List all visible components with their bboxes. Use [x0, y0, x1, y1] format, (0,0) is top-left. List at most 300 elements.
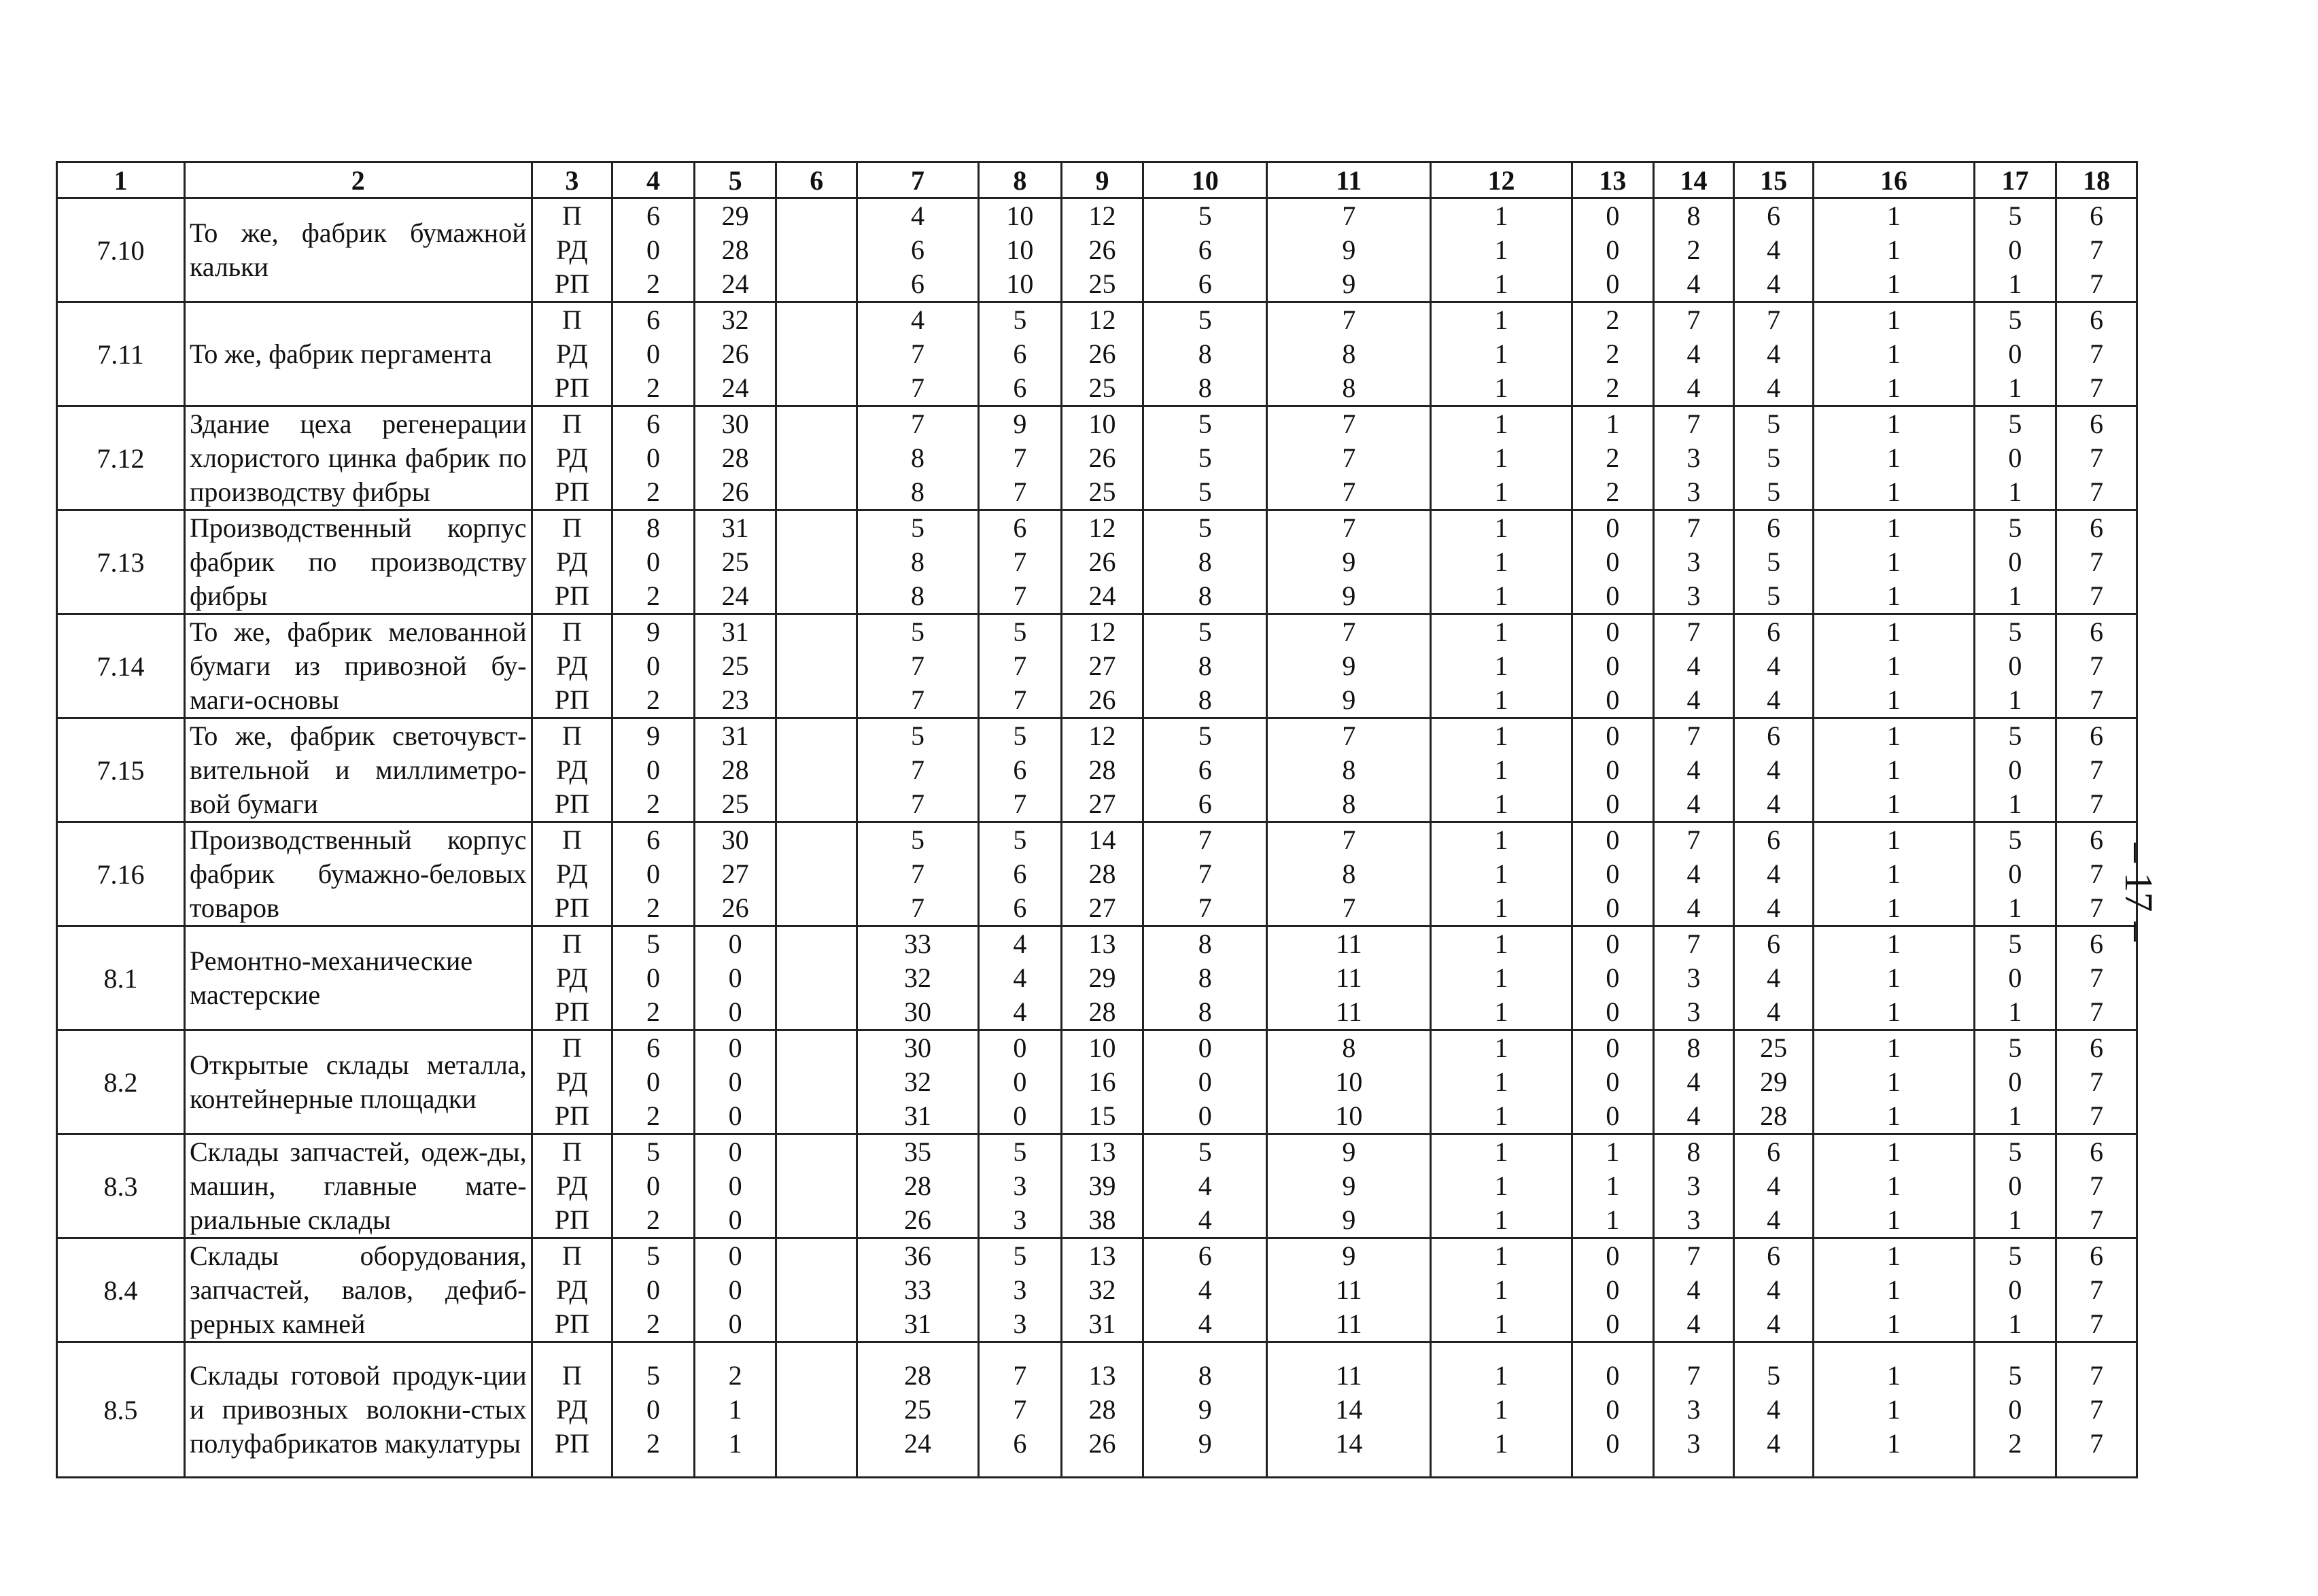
cell-value [777, 1307, 856, 1341]
column-header: 14 [1654, 162, 1734, 198]
cell-value: 1 [2008, 1100, 2022, 1131]
cell-value [777, 1359, 856, 1393]
cell-value: 13 [1088, 1137, 1116, 1167]
cell-value: 1 [728, 1428, 742, 1459]
cell-value: 0 [2008, 962, 2022, 993]
cell-value: 9 [1342, 580, 1356, 611]
cell-value: 10 [1335, 1066, 1363, 1097]
value-cell [1431, 926, 1572, 1030]
cell-value: 12 [1088, 201, 1116, 231]
cell-value: 4 [1767, 1274, 1781, 1305]
cell-value [777, 233, 856, 267]
cell-value: 0 [1606, 1394, 1620, 1425]
cell-value: 2 [646, 1308, 661, 1339]
value-cell [979, 822, 1062, 926]
value-cell [1654, 1238, 1734, 1342]
cell-value: 1 [1494, 443, 1508, 473]
cell-value: 5 [1013, 825, 1027, 855]
value-cell [1061, 1030, 1143, 1134]
cell-value: 26 [1088, 547, 1116, 577]
cell-value: 4 [1767, 1308, 1781, 1339]
cell-value: 31 [721, 513, 749, 543]
value-cell [2056, 1134, 2137, 1238]
cell-value: 7 [1686, 721, 1701, 751]
cell-value: 1 [2008, 1204, 2022, 1235]
cell-value: 0 [1198, 1100, 1212, 1131]
cell-value: 5 [1198, 513, 1212, 543]
value-cell [2056, 302, 2137, 406]
value-cell [1974, 614, 2056, 718]
cell-value: 0 [646, 1274, 661, 1305]
type-label: РП [554, 1100, 589, 1131]
cell-value: 0 [646, 1066, 661, 1097]
cell-value: 7 [2090, 443, 2104, 473]
value-cell [1733, 1342, 1814, 1478]
cell-value: 7 [1013, 580, 1027, 611]
cell-value: 7 [1342, 201, 1356, 231]
building-name: То же, фабрик светочувст-вительной и миллиметро-вой бумаги [184, 718, 532, 822]
cell-value: 0 [2008, 754, 2022, 785]
cell-value: 26 [1088, 235, 1116, 265]
value-cell [1431, 614, 1572, 718]
value-cell [776, 406, 857, 510]
value-cell [1974, 926, 2056, 1030]
cell-value: 7 [1342, 892, 1356, 923]
type-label: РП [554, 684, 589, 715]
value-cell [2056, 406, 2137, 510]
cell-value: 7 [1342, 721, 1356, 751]
building-name: То же, фабрик пергамента [184, 302, 532, 406]
cell-value: 7 [1013, 788, 1027, 819]
cell-value: 29 [1088, 962, 1116, 993]
cell-value: 9 [1342, 1204, 1356, 1235]
cell-value: 4 [1686, 268, 1701, 299]
cell-value: 0 [1606, 825, 1620, 855]
cell-value: 1 [1886, 201, 1901, 231]
cell-value: 7 [1013, 650, 1027, 681]
value-cell [1733, 198, 1814, 302]
table-body [57, 198, 2137, 1478]
cell-value: 28 [1760, 1100, 1788, 1131]
cell-value: 6 [646, 201, 661, 231]
cell-value: 4 [1767, 372, 1781, 403]
cell-value: 6 [2090, 1241, 2104, 1271]
value-cell [1733, 1238, 1814, 1342]
cell-value: 2 [1606, 339, 1620, 369]
type-cell [532, 302, 612, 406]
type-label: РД [556, 547, 588, 577]
column-header: 6 [776, 162, 857, 198]
value-cell [857, 614, 979, 718]
row-number: 7.15 [57, 718, 185, 822]
cell-value: 1 [1494, 201, 1508, 231]
cell-value: 8 [1686, 1033, 1701, 1063]
value-cell [1654, 510, 1734, 614]
cell-value [777, 303, 856, 337]
type-cell [532, 510, 612, 614]
type-label: РП [554, 372, 589, 403]
cell-value: 4 [1767, 1394, 1781, 1425]
cell-value: 1 [1886, 962, 1901, 993]
cell-value: 28 [904, 1170, 932, 1201]
cell-value [777, 1393, 856, 1427]
cell-value: 0 [1606, 1360, 1620, 1391]
cell-value: 0 [1606, 929, 1620, 959]
cell-value: 1 [1494, 929, 1508, 959]
cell-value: 5 [1013, 1241, 1027, 1271]
value-cell [776, 302, 857, 406]
cell-value: 1 [1886, 580, 1901, 611]
cell-value [777, 823, 856, 857]
cell-value: 1 [1886, 1137, 1901, 1167]
cell-value: 3 [1686, 996, 1701, 1027]
cell-value: 2 [646, 1428, 661, 1459]
value-cell [979, 1342, 1062, 1478]
cell-value: 6 [1767, 1137, 1781, 1167]
type-label: П [561, 1241, 582, 1271]
cell-value: 8 [1342, 372, 1356, 403]
cell-value: 0 [646, 858, 661, 889]
value-cell [776, 510, 857, 614]
cell-value: 25 [721, 788, 749, 819]
value-cell [1267, 1030, 1431, 1134]
cell-value: 4 [1686, 1100, 1701, 1131]
cell-value: 13 [1088, 1360, 1116, 1391]
cell-value: 5 [2008, 1033, 2022, 1063]
cell-value: 7 [911, 892, 925, 923]
cell-value: 9 [646, 617, 661, 647]
cell-value: 25 [1760, 1033, 1788, 1063]
cell-value: 1 [1886, 1308, 1901, 1339]
cell-value: 11 [1336, 929, 1362, 959]
cell-value [777, 1203, 856, 1237]
cell-value: 8 [911, 443, 925, 473]
value-cell [1572, 1134, 1654, 1238]
type-cell [532, 718, 612, 822]
value-cell [857, 1342, 979, 1478]
cell-value: 6 [1013, 858, 1027, 889]
cell-value: 10 [1006, 268, 1034, 299]
cell-value: 1 [1494, 1360, 1508, 1391]
value-cell [857, 1238, 979, 1342]
cell-value: 26 [904, 1204, 932, 1235]
cell-value: 29 [1760, 1066, 1788, 1097]
cell-value: 6 [1013, 372, 1027, 403]
column-header: 10 [1143, 162, 1267, 198]
type-cell [532, 1342, 612, 1478]
cell-value: 0 [728, 929, 742, 959]
cell-value: 28 [1088, 1394, 1116, 1425]
building-name: Здание цеха регенерации хлористого цинка фабрик по производству фибры [184, 406, 532, 510]
cell-value [777, 891, 856, 925]
cell-value: 7 [1686, 617, 1701, 647]
value-cell [979, 926, 1062, 1030]
cell-value: 8 [1198, 372, 1212, 403]
cell-value: 1 [1886, 513, 1901, 543]
value-cell [1061, 510, 1143, 614]
value-cell [1814, 1342, 1974, 1478]
type-label: РД [556, 858, 588, 889]
cell-value: 7 [911, 754, 925, 785]
value-cell [1733, 718, 1814, 822]
cell-value: 9 [1342, 268, 1356, 299]
value-cell [1061, 406, 1143, 510]
value-cell [776, 1342, 857, 1478]
value-cell [612, 1238, 695, 1342]
cell-value: 5 [2008, 617, 2022, 647]
cell-value: 32 [904, 1066, 932, 1097]
cell-value: 0 [728, 996, 742, 1027]
cell-value: 6 [1198, 235, 1212, 265]
cell-value: 0 [646, 1170, 661, 1201]
value-cell [979, 302, 1062, 406]
cell-value: 2 [728, 1360, 742, 1391]
value-cell [1267, 198, 1431, 302]
value-cell [612, 926, 695, 1030]
value-cell [1974, 822, 2056, 926]
cell-value: 1 [1886, 1170, 1901, 1201]
value-cell [1143, 1342, 1267, 1478]
cell-value: 2 [646, 372, 661, 403]
type-label: П [561, 929, 582, 959]
cell-value: 0 [1606, 1100, 1620, 1131]
value-cell [776, 1238, 857, 1342]
cell-value: 7 [2090, 1100, 2104, 1131]
cell-value: 0 [2008, 1274, 2022, 1305]
cell-value: 6 [2090, 513, 2104, 543]
cell-value: 1 [1494, 754, 1508, 785]
cell-value: 0 [646, 962, 661, 993]
cell-value: 0 [1606, 1274, 1620, 1305]
cell-value: 4 [1013, 962, 1027, 993]
cell-value: 4 [1198, 1308, 1212, 1339]
cell-value: 4 [1198, 1274, 1212, 1305]
value-cell [1814, 1238, 1974, 1342]
type-label: РД [556, 1066, 588, 1097]
value-cell [2056, 718, 2137, 822]
value-cell [612, 1134, 695, 1238]
cell-value [777, 787, 856, 821]
cell-value: 25 [904, 1394, 932, 1425]
cell-value: 7 [1013, 1394, 1027, 1425]
cell-value: 10 [1088, 409, 1116, 439]
cell-value: 7 [1686, 1360, 1701, 1391]
cell-value: 24 [1088, 580, 1116, 611]
value-cell [1814, 1134, 1974, 1238]
cell-value [777, 1239, 856, 1273]
column-header: 7 [857, 162, 979, 198]
cell-value: 7 [2090, 372, 2104, 403]
cell-value [777, 475, 856, 509]
cell-value [777, 511, 856, 545]
cell-value: 0 [1606, 650, 1620, 681]
cell-value: 6 [2090, 721, 2104, 751]
type-label: РД [556, 650, 588, 681]
value-cell [2056, 926, 2137, 1030]
value-cell [612, 510, 695, 614]
cell-value: 25 [1088, 476, 1116, 507]
value-cell [1733, 926, 1814, 1030]
cell-value: 2 [646, 580, 661, 611]
cell-value: 8 [1198, 962, 1212, 993]
cell-value: 7 [1686, 1241, 1701, 1271]
cell-value: 7 [2090, 1170, 2104, 1201]
cell-value: 36 [904, 1241, 932, 1271]
cell-value: 7 [1013, 684, 1027, 715]
cell-value: 0 [1606, 996, 1620, 1027]
cell-value: 1 [1886, 1066, 1901, 1097]
cell-value: 5 [911, 513, 925, 543]
cell-value: 3 [1686, 443, 1701, 473]
value-cell [857, 1030, 979, 1134]
cell-value: 12 [1088, 617, 1116, 647]
cell-value: 27 [1088, 788, 1116, 819]
value-cell [1061, 1134, 1143, 1238]
cell-value: 1 [1886, 788, 1901, 819]
cell-value: 7 [911, 858, 925, 889]
value-cell [1143, 302, 1267, 406]
cell-value: 1 [1886, 650, 1901, 681]
cell-value: 1 [1494, 684, 1508, 715]
row-number: 7.16 [57, 822, 185, 926]
cell-value: 31 [721, 617, 749, 647]
cell-value: 4 [1686, 858, 1701, 889]
type-label: РП [554, 580, 589, 611]
value-cell [1143, 1238, 1267, 1342]
cell-value: 5 [1198, 1137, 1212, 1167]
cell-value: 0 [1606, 1428, 1620, 1459]
type-label: РД [556, 754, 588, 785]
value-cell [694, 510, 776, 614]
cell-value: 5 [1767, 409, 1781, 439]
cell-value: 30 [904, 996, 932, 1027]
cell-value: 11 [1336, 1274, 1362, 1305]
cell-value: 32 [904, 962, 932, 993]
cell-value: 5 [646, 1137, 661, 1167]
cell-value: 0 [1013, 1066, 1027, 1097]
cell-value: 12 [1088, 513, 1116, 543]
row-number: 7.10 [57, 198, 185, 302]
cell-value: 1 [728, 1394, 742, 1425]
cell-value: 5 [1767, 443, 1781, 473]
cell-value: 1 [1494, 1428, 1508, 1459]
cell-value: 1 [1886, 476, 1901, 507]
cell-value: 9 [1198, 1394, 1212, 1425]
cell-value: 7 [1342, 443, 1356, 473]
cell-value: 1 [1886, 1428, 1901, 1459]
cell-value: 7 [2090, 235, 2104, 265]
cell-value: 24 [721, 372, 749, 403]
cell-value: 1 [2008, 372, 2022, 403]
cell-value: 4 [1686, 1274, 1701, 1305]
cell-value: 1 [1494, 476, 1508, 507]
cell-value: 0 [1606, 1033, 1620, 1063]
cell-value [777, 199, 856, 233]
cell-value: 1 [1886, 754, 1901, 785]
value-cell [694, 198, 776, 302]
cell-value: 0 [728, 1137, 742, 1167]
cell-value: 27 [1088, 892, 1116, 923]
value-cell [776, 614, 857, 718]
type-label: П [561, 1033, 582, 1063]
cell-value: 0 [646, 339, 661, 369]
value-cell [1814, 1030, 1974, 1134]
cell-value: 26 [721, 892, 749, 923]
type-label: РП [554, 996, 589, 1027]
cell-value: 28 [904, 1360, 932, 1391]
cell-value [777, 1273, 856, 1307]
value-cell [612, 406, 695, 510]
cell-value: 7 [2090, 1308, 2104, 1339]
cell-value: 2 [1606, 476, 1620, 507]
cell-value [777, 1099, 856, 1133]
value-cell [612, 614, 695, 718]
type-label: П [561, 409, 582, 439]
cell-value: 6 [1767, 929, 1781, 959]
cell-value: 6 [2090, 409, 2104, 439]
cell-value [777, 615, 856, 649]
cell-value: 30 [721, 409, 749, 439]
cell-value: 1 [2008, 580, 2022, 611]
cell-value: 1 [1606, 409, 1620, 439]
value-cell [1733, 614, 1814, 718]
type-cell [532, 926, 612, 1030]
cell-value: 8 [1198, 339, 1212, 369]
cell-value: 8 [1342, 858, 1356, 889]
type-label: РП [554, 892, 589, 923]
cell-value: 5 [1767, 1360, 1781, 1391]
cell-value: 0 [1198, 1033, 1212, 1063]
value-cell [1733, 302, 1814, 406]
cell-value: 3 [1013, 1274, 1027, 1305]
cell-value: 8 [1198, 1360, 1212, 1391]
cell-value: 8 [1198, 684, 1212, 715]
value-cell [694, 822, 776, 926]
value-cell [1654, 822, 1734, 926]
cell-value: 7 [1013, 547, 1027, 577]
value-cell [1974, 1134, 2056, 1238]
type-label: РП [554, 1308, 589, 1339]
cell-value: 1 [2008, 996, 2022, 1027]
cell-value: 2 [646, 476, 661, 507]
cell-value: 5 [2008, 201, 2022, 231]
cell-value: 5 [1198, 201, 1212, 231]
building-name: Склады запчастей, одеж-ды, машин, главные мате-риальные склады [184, 1134, 532, 1238]
cell-value: 9 [646, 721, 661, 751]
cell-value: 1 [2008, 684, 2022, 715]
value-cell [1814, 614, 1974, 718]
cell-value: 1 [1494, 235, 1508, 265]
cell-value: 1 [1886, 1100, 1901, 1131]
cell-value: 7 [2090, 650, 2104, 681]
cell-value: 1 [1886, 825, 1901, 855]
cell-value: 7 [1686, 409, 1701, 439]
cell-value: 6 [1198, 1241, 1212, 1271]
cell-value: 4 [1767, 1170, 1781, 1201]
cell-value: 28 [1088, 754, 1116, 785]
cell-value: 4 [1767, 858, 1781, 889]
type-label: П [561, 617, 582, 647]
cell-value: 5 [646, 1360, 661, 1391]
value-cell [1654, 718, 1734, 822]
cell-value: 1 [1494, 1100, 1508, 1131]
cell-value: 7 [2090, 1066, 2104, 1097]
value-cell [1814, 822, 1974, 926]
cell-value: 1 [1886, 235, 1901, 265]
cell-value: 5 [1013, 617, 1027, 647]
cell-value: 9 [1342, 1137, 1356, 1167]
value-cell [1267, 510, 1431, 614]
